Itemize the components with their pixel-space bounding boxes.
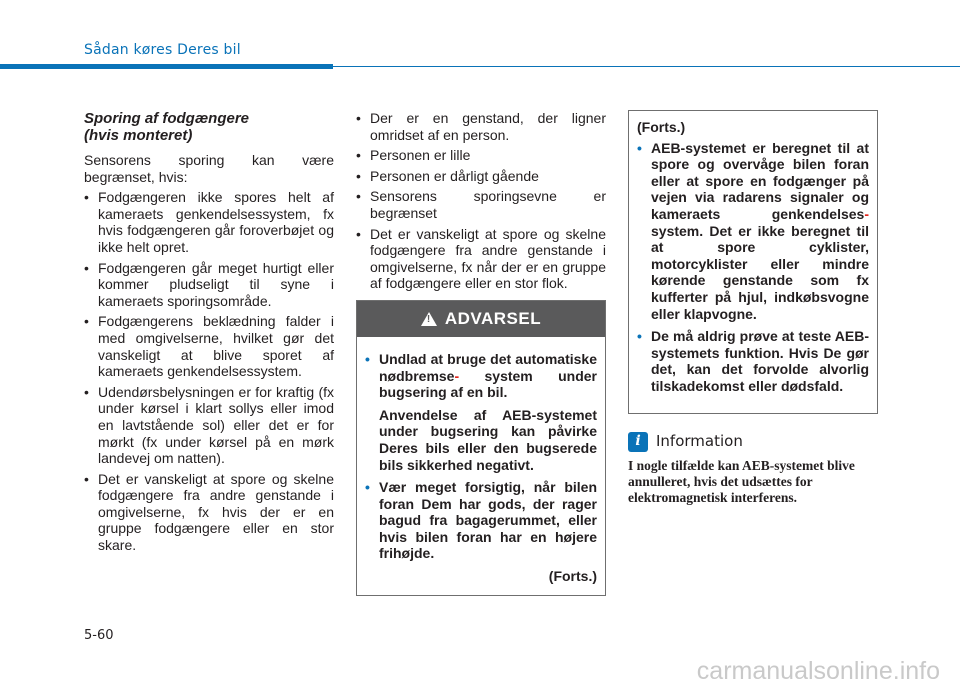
header-rule-thick (0, 64, 333, 69)
middle-column (356, 110, 606, 596)
warning-header (357, 301, 605, 337)
subheading (84, 110, 334, 144)
list-item (84, 313, 334, 379)
bullet-marker: • (84, 189, 89, 206)
list-item (84, 471, 334, 554)
warning-item (365, 479, 597, 562)
list-item (84, 189, 334, 255)
warning-item-text-part2: system under bugsering af en bil. (379, 367, 597, 401)
warning-subparagraph: Anvendelse af AEB-systemet under bugsering kan påvirke Deres bils eller den bugserede bils sikkerhed negativt. (379, 406, 597, 473)
page-number: 5-60 (84, 628, 114, 643)
warning-item-text-part2: system. Det er ikke beregnet til at spore cyklister, motorcyklister eller mindre kørende genstande som fx kufferter på hjul, indkøbsvogne eller klapvogne. (651, 222, 869, 322)
bullet-marker: • (365, 479, 370, 496)
list-item-text: Fodgængeren går meget hurtigt eller kommer pludseligt til syne i kameraets sporingsområde. (98, 259, 334, 309)
subheading-line1: Sporing af fodgængere (84, 110, 249, 127)
list-item-text: Fodgængerens beklædning falder i med omgivelserne, hvilket gør det vanskeligt at blive sporet af kameraets genkendelsessystem. (98, 313, 334, 380)
bullet-marker: • (84, 259, 89, 276)
bullet-marker: • (356, 167, 361, 184)
warning-title: ADVARSEL (444, 308, 542, 328)
bullet-marker: • (84, 470, 89, 487)
intro-paragraph: Sensorens sporing kan være begrænset, hvis: (84, 152, 334, 185)
list-item (84, 260, 334, 310)
list-item (356, 147, 606, 164)
information-text: I nogle tilfælde kan AEB-systemet blive annulleret, hvis det udsættes for elektromagnetisk interferens. (628, 457, 855, 505)
warning-item (365, 351, 597, 401)
subheading-line2: (hvis monteret) (84, 127, 193, 144)
information-title: Information (656, 432, 743, 451)
bullet-marker: • (356, 110, 361, 126)
list-item-text: Fodgængeren ikke spores helt af kameraets genkendelsessystem, fx hvis fodgængeren går foroverbøjet og ikke helt opret. (98, 189, 334, 255)
continued-label: (Forts.) (548, 568, 597, 585)
hyphen-mark: - (864, 205, 869, 222)
bullet-marker: • (84, 383, 89, 400)
list-item-text: Sensorens sporingsevne er begrænset (370, 188, 606, 221)
bullet-marker: • (637, 328, 642, 345)
header-rule-thin (333, 66, 960, 67)
warning-body (357, 337, 605, 595)
list-item (356, 168, 606, 185)
warning-box (356, 300, 606, 596)
bullet-marker: • (637, 139, 642, 156)
bullet-list (84, 189, 334, 553)
list-item-text: Personen er lille (370, 147, 471, 164)
bullet-marker: • (356, 147, 361, 164)
bullet-marker: • (365, 350, 370, 367)
list-item-text: Udendørsbelysningen er for kraftig (fx under kørsel i klart sollys eller imod en lavtstående sol) eller det er for mørkt (fx under kørsel på en mørk landevej om natten). (98, 383, 334, 467)
continued-label: (Forts.) (637, 119, 686, 135)
bullet-marker: • (84, 313, 89, 330)
section-header-title: Sådan køres Deres bil (84, 42, 241, 58)
warning-item-text: Vær meget forsigtig, når bilen foran Dem har gods, der rager bagud fra bagagerummet, eller hvis bilen foran har en højere frihøjde. (379, 479, 597, 562)
list-item (356, 188, 606, 221)
list-item-text: Det er vanskeligt at spore og skelne fodgængere fra andre genstande i omgivelserne, fx når der er en gruppe af fodgængere eller en stor flok. (370, 225, 606, 292)
warning-item-text-part1: AEB-systemet er beregnet til at spore og overvåge bilen foran eller at spore en fodgænger på vejen via radarens signaler og kameraets genkendelses (651, 139, 869, 222)
watermark: carmanualsonline.info (696, 657, 940, 685)
list-item-text: Det er vanskeligt at spore og skelne fodgængere fra andre genstande i omgivelserne, fx hvis der er en gruppe fodgængere eller en stor skare. (98, 470, 334, 554)
bullet-marker: • (356, 188, 361, 205)
warning-item (637, 328, 869, 394)
warning-item-text: De må aldrig prøve at teste AEB-systemets funktion. Hvis De gør det, kan det forvolde alvorlig tilskadekomst eller dødsfald. (651, 328, 869, 394)
right-column (628, 110, 878, 506)
bullet-list (356, 110, 606, 292)
list-item (356, 110, 606, 143)
warning-triangle-icon (421, 312, 437, 326)
bullet-marker: • (356, 225, 361, 242)
list-item-text: Der er en genstand, der ligner omridset af en person. (370, 110, 606, 143)
information-header (628, 432, 878, 452)
warning-item (637, 140, 869, 323)
list-item (84, 384, 334, 467)
warning-item-text-part1: Undlad at bruge det automatiske nødbremse (379, 350, 597, 384)
list-item-text: Personen er dårligt gående (370, 167, 539, 184)
left-column (84, 110, 334, 558)
hyphen-mark: - (454, 367, 460, 384)
info-icon: i (628, 432, 648, 452)
continued-warning-box (628, 110, 878, 414)
list-item (356, 226, 606, 292)
